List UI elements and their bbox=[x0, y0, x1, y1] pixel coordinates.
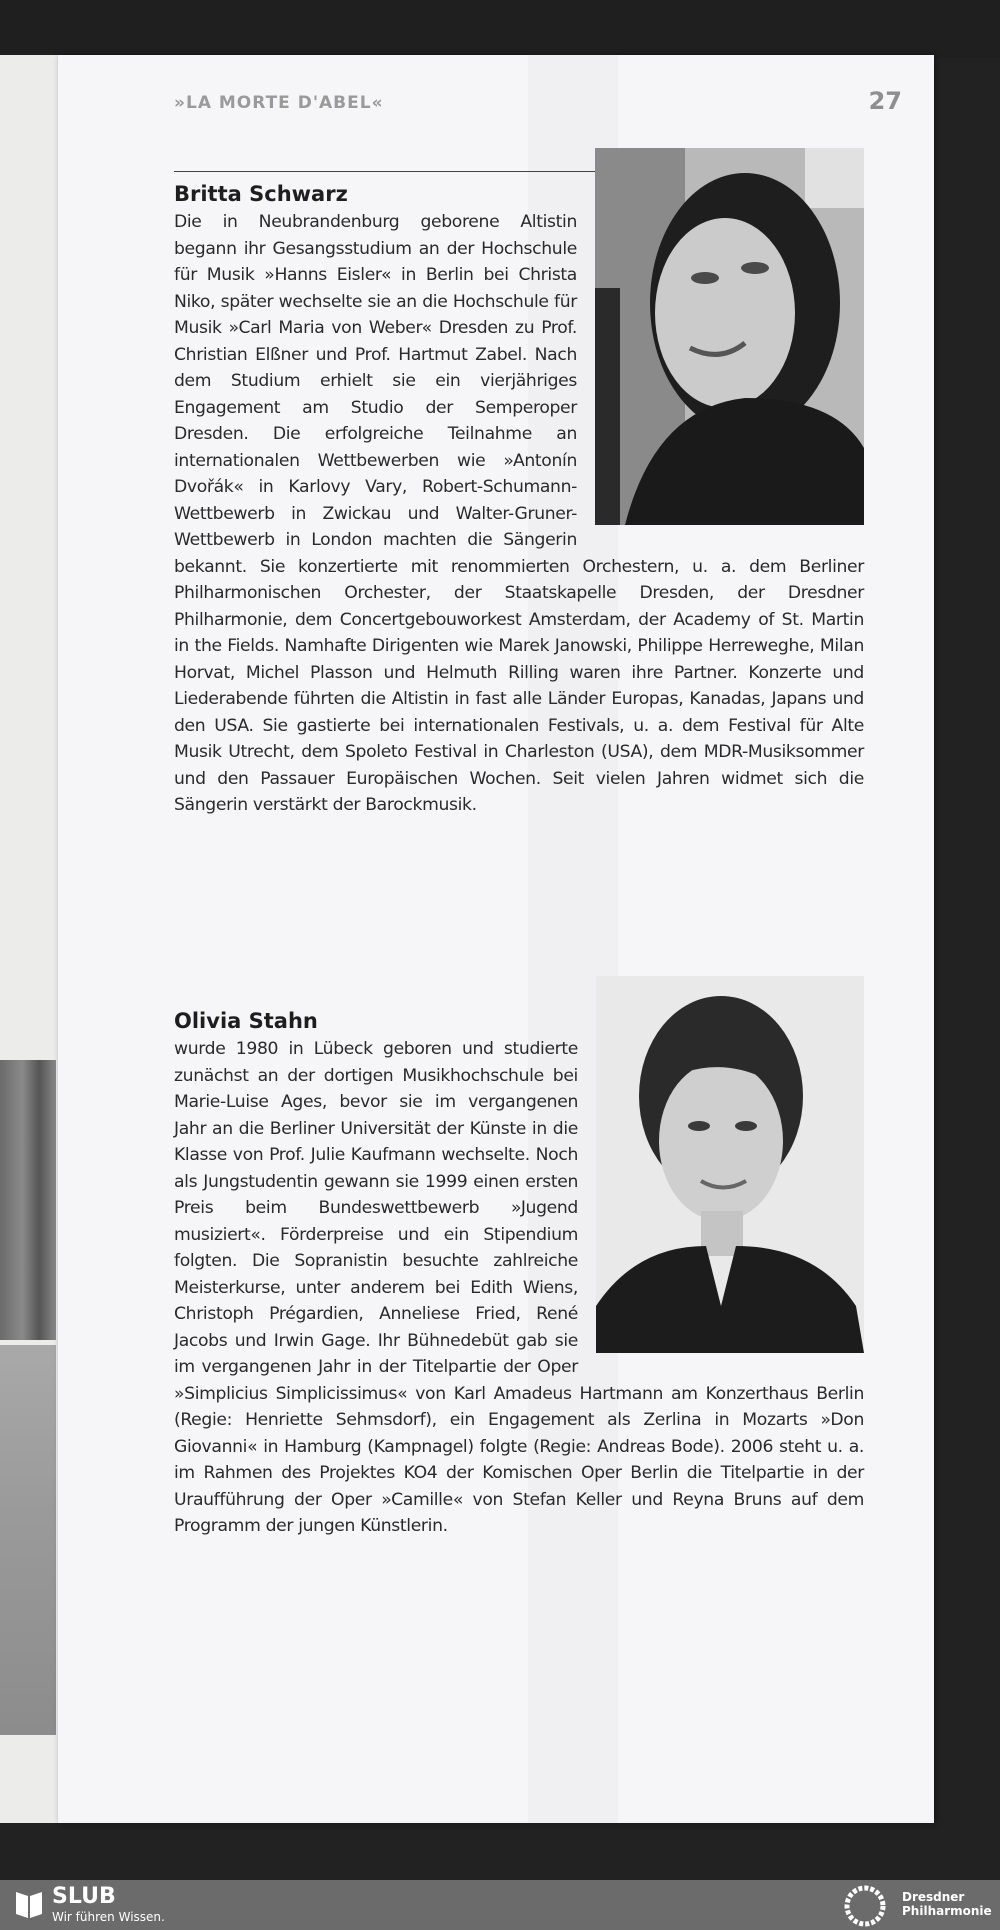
bio-name: Britta Schwarz bbox=[174, 182, 348, 206]
dresdner-philharmonie-logo-icon bbox=[840, 1884, 890, 1928]
library-name: SLUB bbox=[52, 1884, 116, 1909]
document-page bbox=[58, 55, 934, 1823]
bio-section-olivia-stahn bbox=[174, 1006, 864, 1540]
page-number: 27 bbox=[868, 87, 902, 115]
partner-name bbox=[902, 1890, 992, 1918]
slub-book-icon bbox=[14, 1888, 44, 1920]
partner-name-line1: Dresdner bbox=[902, 1890, 965, 1904]
facing-page-edge bbox=[0, 55, 59, 1823]
partner-name-line2: Philharmonie bbox=[902, 1904, 992, 1918]
portrait-photo-olivia-stahn bbox=[596, 976, 864, 1353]
portrait-photo-britta-schwarz bbox=[595, 148, 864, 525]
bio-section-britta-schwarz bbox=[174, 179, 864, 819]
footer-bar bbox=[0, 1880, 1000, 1930]
facing-page-photo bbox=[0, 1060, 56, 1340]
facing-page-photo-lower bbox=[0, 1345, 56, 1735]
bio-text: wurde 1980 in Lübeck geboren und studierte zunächst an der dortigen Musikhochschule bei Marie-Luise Ages, bevor sie im vergangenen Jahr an die Berliner Universität der Künste in die Klasse von Prof. Julie Kaufmann wechselte. Noch als Jungstudentin gewann sie 1999 einen ersten Preis beim Bundeswettbewerb »Jugend musiziert«. Förderpreise und ein Stipendium folgten. Die Sopranistin besuchte zahlreiche Meisterkurse, unter anderem bei Edith Wiens, Christoph Prégardien, Anneliese Fried, René Jacobs und Irwin Gage. Ihr Bühnedebüt gab sie im vergangenen Jahr in der Titelpartie der Oper »Simplicius Simplicissimus« von Karl Amadeus Hartmann am Konzerthaus Berlin (Regie: Henriette Sehmsdorf), ein Engagement als Zerlina in Mozarts »Don Giovanni« in Hamburg (Kampnagel) folgte (Regie: Andreas Bode). 2006 steht u. a. im Rahmen des Projektes KO4 der Komischen Oper Berlin die Titelpartie in der Uraufführung der Oper »Camille« von Stefan Keller und Reyna Bruns auf dem Programm der jungen Künstlerin. bbox=[174, 1039, 864, 1536]
bio-name: Olivia Stahn bbox=[174, 1009, 318, 1033]
bio-text: Die in Neubrandenburg geborene Altistin begann ihr Gesangsstudium an der Hochschule für Musik »Hanns Eisler« in Berlin bei Christa Niko, später wechselte sie an die Hochschule für Musik »Carl Maria von Weber« Dresden zu Prof. Christian Elßner und Prof. Hartmut Zabel. Nach dem Studium erhielt sie ein vierjähriges Engagement am Studio der Semperoper Dresden. Die erfolgreiche Teilnahme an internationalen Wettbewerben wie »Antonín Dvořák« in Karlovy Vary, Robert-Schumann-Wettbewerb in Zwickau und Walter-Gruner-Wettbewerb in London machten die Sängerin bekannt. Sie konzertierte mit renommierten Orchestern, u. a. dem Berliner Philharmonischen Orchester, der Staatskapelle Dresden, der Dresdner Philharmonie, dem Concertgebouworkest Amsterdam, der Academy of St. Martin in the Fields. Namhafte Dirigenten wie Marek Janowski, Philippe Herreweghe, Milan Horvat, Michel Plasson und Helmuth Rilling waren ihre Partner. Konzerte und Liederabende führten die Altistin in fast alle Länder Europas, Kanadas, Japans und den USA. Sie gastierte bei internationalen Festivals, u. a. dem Festival für Alte Musik Utrecht, dem Spoleto Festival in Charleston (USA), dem MDR-Musiksommer und den Passauer Europäischen Wochen. Seit vielen Jahren widmet sich die Sängerin verstärkt der Barockmusik. bbox=[174, 212, 864, 815]
library-tagline: Wir führen Wissen. bbox=[52, 1910, 165, 1924]
scan-background bbox=[0, 0, 1000, 58]
running-head: »LA MORTE D'ABEL« bbox=[174, 93, 384, 113]
